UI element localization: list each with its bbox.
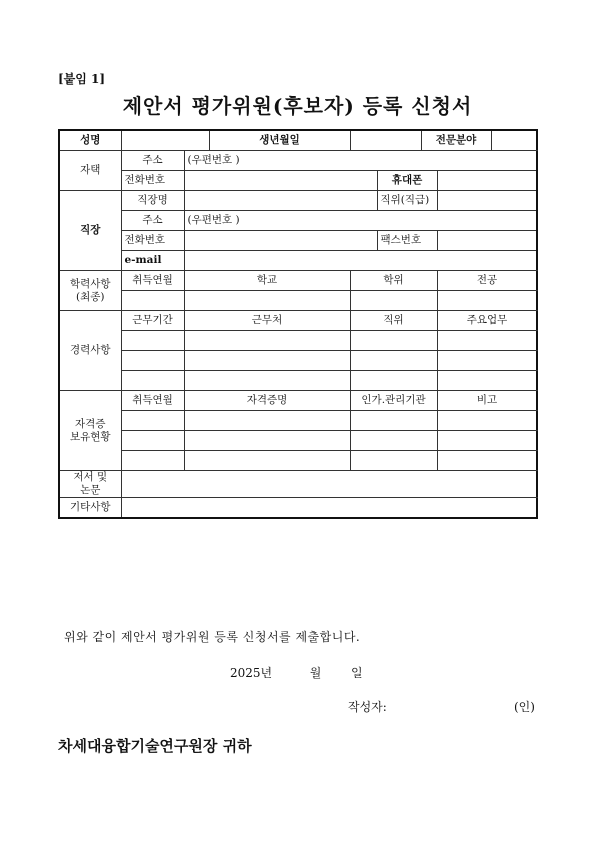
education-date-input[interactable] — [121, 291, 184, 311]
workplace-input[interactable] — [184, 191, 377, 211]
license-note-input[interactable] — [437, 431, 537, 451]
career-position-input[interactable] — [350, 351, 437, 371]
career-position-input[interactable] — [350, 371, 437, 391]
home-address-label: 주소 — [121, 151, 184, 171]
education-header-degree: 학위 — [350, 271, 437, 291]
work-phone-label: 전화번호 — [121, 231, 184, 251]
license-section-line2: 보유현황 — [69, 430, 111, 443]
career-entry-row — [59, 351, 537, 371]
mobile-input[interactable] — [437, 171, 537, 191]
home-phone-row — [59, 171, 537, 191]
license-header-note: 비고 — [437, 391, 537, 411]
education-section-line2: (최종) — [76, 290, 105, 303]
license-date-input[interactable] — [121, 451, 184, 471]
publications-input[interactable] — [121, 471, 537, 498]
license-header-row — [59, 391, 537, 411]
career-entry-row — [59, 371, 537, 391]
career-section-label: 경력사항 — [59, 311, 121, 391]
education-section-line1: 학력사항 — [69, 277, 111, 290]
field-input[interactable] — [491, 130, 537, 151]
fax-label: 팩스번호 — [377, 231, 437, 251]
license-section-line1: 자격증 — [75, 417, 106, 430]
position-label: 직위(직급) — [377, 191, 437, 211]
career-header-row — [59, 311, 537, 331]
workplace-label: 직장명 — [121, 191, 184, 211]
pledge-statement: 위와 같이 제안서 평가위원 등록 신청서를 제출합니다. — [64, 630, 361, 644]
birth-label: 생년월일 — [209, 130, 350, 151]
work-email-row — [59, 251, 537, 271]
date-month: 월 — [309, 666, 322, 680]
career-workplace-input[interactable] — [184, 351, 350, 371]
career-workplace-input[interactable] — [184, 331, 350, 351]
email-label: e-mail — [121, 251, 184, 271]
publications-line1: 저서 및 — [73, 471, 108, 483]
home-phone-input[interactable] — [184, 171, 377, 191]
work-section-label: 직장 — [59, 191, 121, 271]
date-day: 일 — [351, 666, 363, 680]
license-header-date: 취득연월 — [121, 391, 184, 411]
work-name-row — [59, 191, 537, 211]
seal-mark: (인) — [514, 700, 535, 714]
career-header-period: 근무기간 — [121, 311, 184, 331]
license-authority-input[interactable] — [350, 411, 437, 431]
writer-label: 작성자: — [348, 700, 387, 714]
work-phone-row — [59, 231, 537, 251]
career-entry-row — [59, 331, 537, 351]
education-major-input[interactable] — [437, 291, 537, 311]
home-section-label: 자택 — [59, 151, 121, 191]
other-input[interactable] — [121, 498, 537, 519]
recipient: 차세대융합기술연구원장 귀하 — [58, 737, 252, 755]
license-entry-row — [59, 451, 537, 471]
license-name-input[interactable] — [184, 451, 350, 471]
name-label: 성명 — [59, 130, 121, 151]
date-year: 2025년 — [230, 666, 273, 680]
license-note-input[interactable] — [437, 411, 537, 431]
license-header-authority: 인가.관리기관 — [350, 391, 437, 411]
education-header-major: 전공 — [437, 271, 537, 291]
career-duties-input[interactable] — [437, 331, 537, 351]
license-entry-row — [59, 431, 537, 451]
career-duties-input[interactable] — [437, 371, 537, 391]
license-note-input[interactable] — [437, 451, 537, 471]
publications-section-label — [59, 471, 121, 498]
name-input[interactable] — [121, 130, 209, 151]
education-header-school: 학교 — [184, 271, 350, 291]
license-authority-input[interactable] — [350, 431, 437, 451]
education-entry-row — [59, 291, 537, 311]
home-address-row — [59, 151, 537, 171]
license-name-input[interactable] — [184, 411, 350, 431]
fax-input[interactable] — [437, 231, 537, 251]
education-section-label — [59, 271, 121, 311]
license-date-input[interactable] — [121, 411, 184, 431]
form-title: 제안서 평가위원(후보자) 등록 신청서 — [122, 94, 473, 118]
email-input[interactable] — [184, 251, 537, 271]
education-header-date: 취득연월 — [121, 271, 184, 291]
license-date-input[interactable] — [121, 431, 184, 451]
career-header-position: 직위 — [350, 311, 437, 331]
career-header-duties: 주요업무 — [437, 311, 537, 331]
license-header-name: 자격증명 — [184, 391, 350, 411]
work-phone-input[interactable] — [184, 231, 377, 251]
work-address-row — [59, 211, 537, 231]
birth-input[interactable] — [350, 130, 421, 151]
mobile-label: 휴대폰 — [377, 171, 437, 191]
career-period-input[interactable] — [121, 351, 184, 371]
home-phone-label: 전화번호 — [121, 171, 184, 191]
publications-line2: 논문 — [80, 484, 101, 496]
work-address-label: 주소 — [121, 211, 184, 231]
career-position-input[interactable] — [350, 331, 437, 351]
career-workplace-input[interactable] — [184, 371, 350, 391]
career-period-input[interactable] — [121, 331, 184, 351]
license-entry-row — [59, 411, 537, 431]
education-school-input[interactable] — [184, 291, 350, 311]
publications-row — [59, 471, 537, 498]
registration-form-table — [58, 129, 538, 519]
education-header-row — [59, 271, 537, 291]
education-degree-input[interactable] — [350, 291, 437, 311]
submission-date — [230, 664, 363, 681]
attachment-label: [붙임 1] — [58, 72, 106, 86]
license-section-label — [59, 391, 121, 471]
position-input[interactable] — [437, 191, 537, 211]
work-address-input[interactable]: (우편번호 ) — [184, 211, 537, 231]
license-authority-input[interactable] — [350, 451, 437, 471]
career-period-input[interactable] — [121, 371, 184, 391]
career-duties-input[interactable] — [437, 351, 537, 371]
other-section-label: 기타사항 — [59, 498, 121, 519]
field-label: 전문분야 — [421, 130, 491, 151]
other-row — [59, 498, 537, 519]
career-header-workplace: 근무처 — [184, 311, 350, 331]
basic-info-row — [59, 130, 537, 151]
home-address-input[interactable]: (우편번호 ) — [184, 151, 537, 171]
license-name-input[interactable] — [184, 431, 350, 451]
